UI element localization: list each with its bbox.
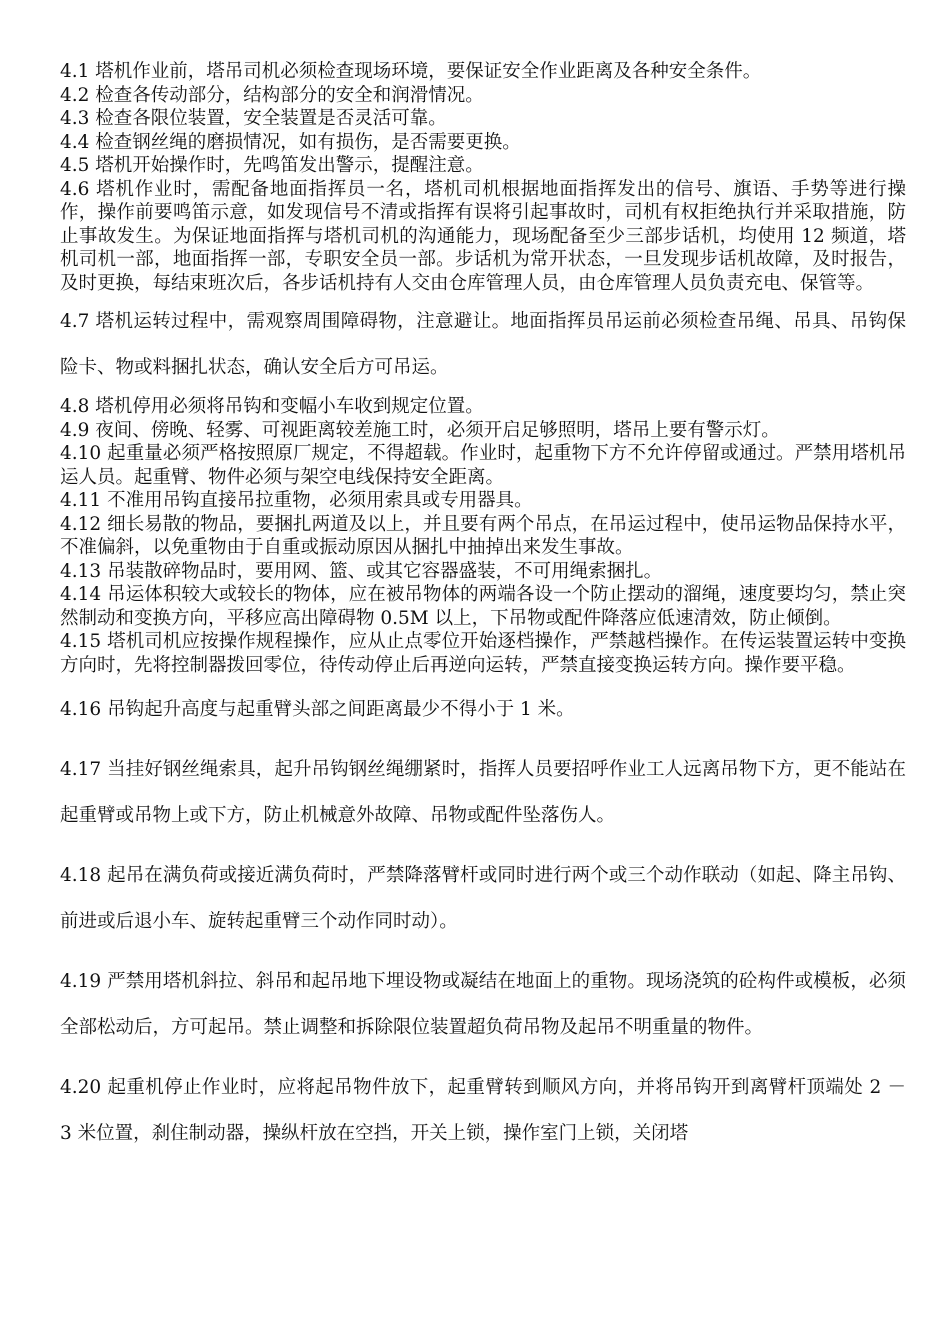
paragraph-4-6: 4.6 塔机作业时，需配备地面指挥员一名，塔机司机根据地面指挥发出的信号、旗语、手势等进行操作，操作前要鸣笛示意，如发现信号不清或指挥有误将引起事故时，司机有权拒绝执行并采取措施，防止事故发生。为保证地面指挥与塔机司机的沟通能力，现场配备至少三部步话机，均使用 12 频道，塔机司机一部，地面指挥一部，专职安全员一部。步话机为常开状态，一旦发现步话机故障，及时报告，及时更换，每结束班次后，各步话机持有人交由仓库管理人员，由仓库管理人员负责充电、保管等。 <box>60 178 906 294</box>
paragraph-4-13: 4.13 吊装散碎物品时，要用网、篮、或其它容器盛装，不可用绳索捆扎。 <box>60 560 663 582</box>
paragraph-4-7: 4.7 塔机运转过程中，需观察周围障碍物，注意避让。地面指挥员吊运前必须检查吊绳、吊具、吊钩保险卡、物或料捆扎状态，确认安全后方可吊运。 <box>60 311 906 378</box>
paragraph-4-2: 4.2 检查各传动部分，结构部分的安全和润滑情况。 <box>60 84 484 106</box>
paragraph-4-19: 4.19 严禁用塔机斜拉、斜吊和起吊地下埋设物或凝结在地面上的重物。现场浇筑的砼构件或模板，必须全部松动后，方可起吊。禁止调整和拆除限位装置超负荷吊物及起吊不明重量的物件。 <box>60 971 906 1038</box>
paragraph-4-10: 4.10 起重量必须严格按照原厂规定，不得超载。作业时，起重物下方不允许停留或通过。严禁用塔机吊运人员。起重臂、物件必须与架空电线保持安全距离。 <box>60 443 906 488</box>
paragraph-4-16: 4.16 吊钩起升高度与起重臂头部之间距离最少不得小于 1 米。 <box>60 699 575 720</box>
document-page <box>60 60 906 1157</box>
paragraph-4-12: 4.12 细长易散的物品，要捆扎两道及以上，并且要有两个吊点，在吊运过程中，使吊运物品保持水平，不准偏斜，以免重物由于自重或振动原因从捆扎中抽掉出来发生事故。 <box>60 513 906 558</box>
paragraph-4-9: 4.9 夜间、傍晚、轻雾、可视距离较差施工时，必须开启足够照明，塔吊上要有警示灯。 <box>60 419 780 441</box>
paragraph-4-17: 4.17 当挂好钢丝绳索具，起升吊钩钢丝绳绷紧时，指挥人员要招呼作业工人远离吊物下方，更不能站在起重臂或吊物上或下方，防止机械意外故障、吊物或配件坠落伤人。 <box>60 759 906 826</box>
paragraph-4-8: 4.8 塔机停用必须将吊钩和变幅小车收到规定位置。 <box>60 396 484 417</box>
paragraph-4-1: 4.1 塔机作业前，塔吊司机必须检查现场环境，要保证安全作业距离及各种安全条件。 <box>60 61 762 82</box>
paragraph-4-4: 4.4 检查钢丝绳的磨损情况，如有损伤，是否需要更换。 <box>60 131 521 153</box>
paragraph-4-5: 4.5 塔机开始操作时，先鸣笛发出警示，提醒注意。 <box>60 155 484 176</box>
paragraph-4-18: 4.18 起吊在满负荷或接近满负荷时，严禁降落臂杆或同时进行两个或三个动作联动（如起、降主吊钩、前进或后退小车、旋转起重臂三个动作同时动）。 <box>60 865 906 932</box>
paragraph-4-11: 4.11 不准用吊钩直接吊拉重物，必须用索具或专用器具。 <box>60 490 533 511</box>
paragraph-4-3: 4.3 检查各限位装置，安全装置是否灵活可靠。 <box>60 108 447 129</box>
paragraph-4-20: 4.20 起重机停止作业时，应将起吊物件放下，起重臂转到顺风方向，并将吊钩开到离臂杆顶端处 2 － 3 米位置，刹住制动器，操纵杆放在空挡，开关上锁，操作室门上锁，关闭塔 <box>60 1077 906 1144</box>
paragraph-4-15: 4.15 塔机司机应按操作规程操作，应从止点零位开始逐档操作，严禁越档操作。在传运装置运转中变换方向时，先将控制器拨回零位，待传动停止后再逆向运转，严禁直接变换运转方向。操作要平稳。 <box>60 631 906 676</box>
paragraph-4-14: 4.14 吊运体积较大或较长的物体，应在被吊物体的两端各设一个防止摆动的溜绳，速度要均匀，禁止突然制动和变换方向，平移应高出障碍物 0.5M 以上，下吊物或配件降落应低速清效，防止倾倒。 <box>60 584 906 629</box>
